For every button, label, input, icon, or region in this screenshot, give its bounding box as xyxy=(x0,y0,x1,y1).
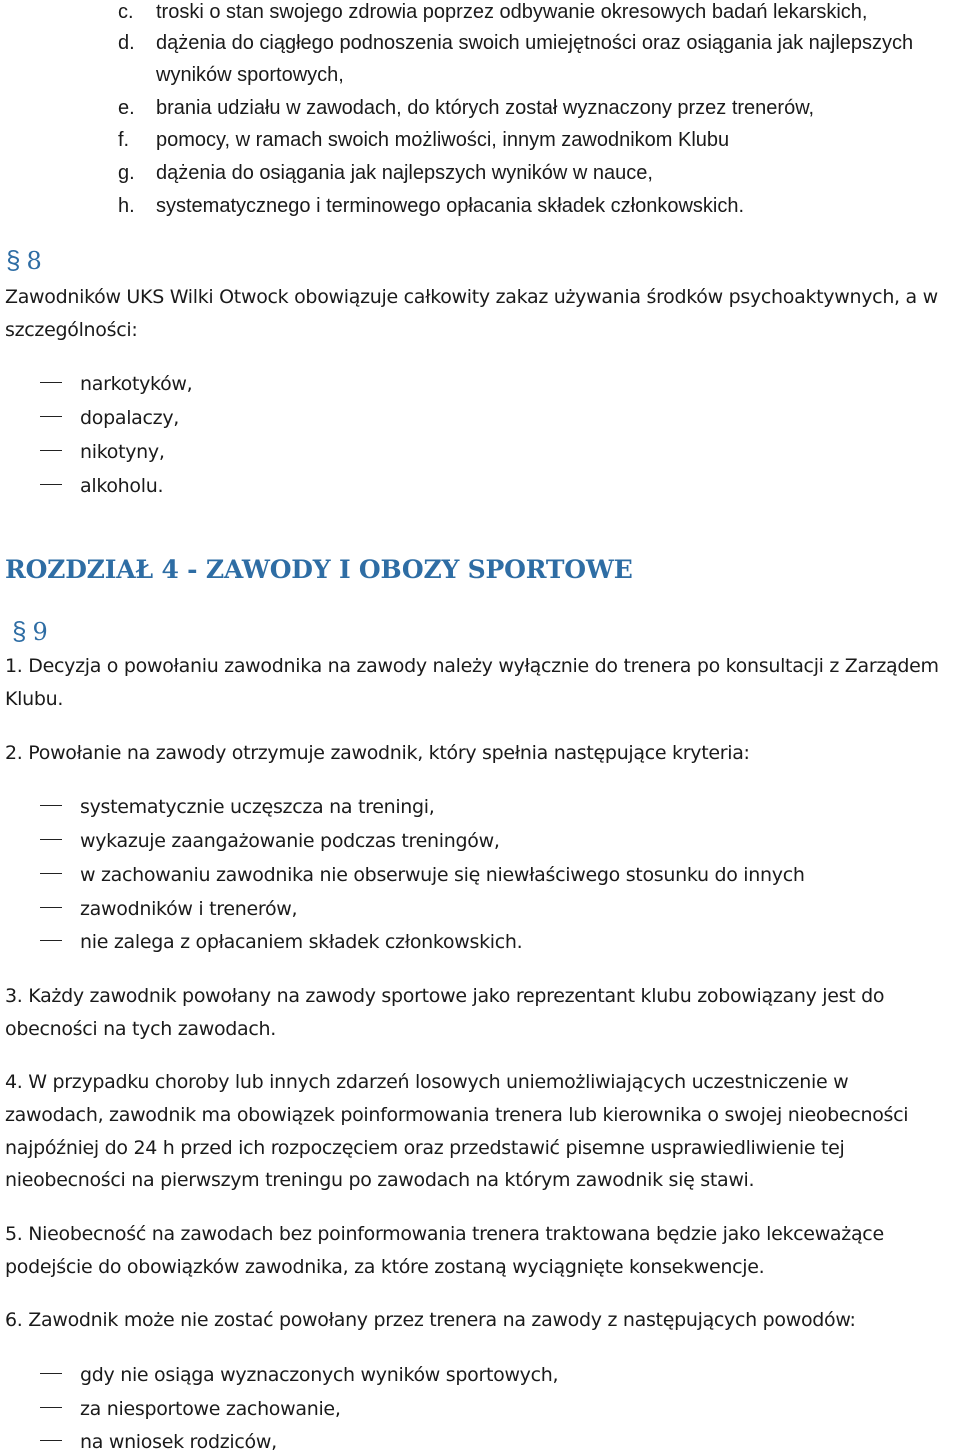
dash-bullet xyxy=(40,805,62,806)
paragraph-1: 1. Decyzja o powołaniu zawodnika na zawody należy wyłącznie do trenera po konsultacji z Zarządem xyxy=(5,655,939,677)
list-item: dążenia do osiągania jak najlepszych wyników w nauce, xyxy=(156,162,653,184)
list-item: nikotyny, xyxy=(40,440,165,464)
dash-bullet xyxy=(40,382,62,383)
list-item: pomocy, w ramach swoich możliwości, innym zawodnikom Klubu xyxy=(156,129,730,151)
paragraph-3: 3. Każdy zawodnik powołany na zawody sportowe jako reprezentant klubu zobowiązany jest do xyxy=(5,985,885,1007)
dash-bullet xyxy=(40,450,62,451)
paragraph-3: obecności na tych zawodach. xyxy=(5,1018,277,1040)
paragraph-5: podejście do obowiązków zawodnika, za które zostaną wyciągnięte konsekwencje. xyxy=(5,1256,765,1278)
list-item: dopalaczy, xyxy=(40,406,179,430)
section-8-paragraph: Zawodników UKS Wilki Otwock obowiązuje całkowity zakaz używania środków psychoaktywnych, a w xyxy=(5,286,938,308)
section-8-heading xyxy=(6,246,42,276)
list-marker: c. xyxy=(118,1,134,23)
paragraph-4: nieobecności na pierwszym treningu po zawodach na którym zawodnik się stawi. xyxy=(5,1169,755,1191)
section-number: 8 xyxy=(26,247,42,275)
section-9-heading xyxy=(12,617,48,647)
list-marker: f. xyxy=(118,129,130,151)
dash-bullet xyxy=(40,1440,62,1441)
section-8-paragraph: szczególności: xyxy=(5,319,138,341)
list-item: systematycznie uczęszcza na treningi, xyxy=(40,795,435,819)
list-item: w zachowaniu zawodnika nie obserwuje się niewłaściwego stosunku do innych xyxy=(40,863,805,887)
list-marker: h. xyxy=(118,195,135,217)
dash-bullet xyxy=(40,907,62,908)
dash-bullet xyxy=(40,484,62,485)
paragraph-1: Klubu. xyxy=(5,688,64,710)
dash-bullet xyxy=(40,839,62,840)
dash-bullet xyxy=(40,416,62,417)
section-sign: § xyxy=(12,616,27,646)
list-item: na wniosek rodziców, xyxy=(40,1430,277,1454)
list-item: zawodników i trenerów, xyxy=(40,897,297,921)
list-item: gdy nie osiąga wyznaczonych wyników sportowych, xyxy=(40,1363,558,1387)
list-item-continuation: wyników sportowych, xyxy=(156,64,344,86)
dash-bullet xyxy=(40,940,62,941)
chapter-heading: ROZDZIAŁ 4 - ZAWODY I OBOZY SPORTOWE xyxy=(5,555,633,584)
paragraph-4: zawodach, zawodnik ma obowiązek poinformowania trenera lub kierownika o swojej nieobecności xyxy=(5,1104,909,1126)
list-item: alkoholu. xyxy=(40,474,163,498)
list-item: brania udziału w zawodach, do których został wyznaczony przez trenerów, xyxy=(156,97,815,119)
list-item: narkotyków, xyxy=(40,372,192,396)
list-marker: e. xyxy=(118,97,135,119)
list-item: dążenia do ciągłego podnoszenia swoich umiejętności oraz osiągania jak najlepszych xyxy=(156,32,914,54)
paragraph-5: 5. Nieobecność na zawodach bez poinformowania trenera traktowana będzie jako lekceważące xyxy=(5,1223,884,1245)
paragraph-2: 2. Powołanie na zawody otrzymuje zawodnik, który spełnia następujące kryteria: xyxy=(5,742,750,764)
list-marker: d. xyxy=(118,32,135,54)
section-number: 9 xyxy=(32,618,48,646)
list-item: za niesportowe zachowanie, xyxy=(40,1397,341,1421)
list-item: wykazuje zaangażowanie podczas treningów, xyxy=(40,829,500,853)
list-marker: g. xyxy=(118,162,135,184)
dash-bullet xyxy=(40,1407,62,1408)
list-item: nie zalega z opłacaniem składek członkowskich. xyxy=(40,930,522,954)
paragraph-6: 6. Zawodnik może nie zostać powołany przez trenera na zawody z następujących powodów: xyxy=(5,1309,856,1331)
paragraph-4: 4. W przypadku choroby lub innych zdarzeń losowych uniemożliwiających uczestniczenie w xyxy=(5,1071,849,1093)
list-item: troski o stan swojego zdrowia poprzez odbywanie okresowych badań lekarskich, xyxy=(156,1,868,23)
dash-bullet xyxy=(40,1373,62,1374)
list-item: systematycznego i terminowego opłacania składek członkowskich. xyxy=(156,195,745,217)
section-sign: § xyxy=(6,245,21,275)
dash-bullet xyxy=(40,873,62,874)
paragraph-4: najpóźniej do 24 h przed ich rozpoczęciem oraz przedstawić pisemne usprawiedliwienie tej xyxy=(5,1137,845,1159)
